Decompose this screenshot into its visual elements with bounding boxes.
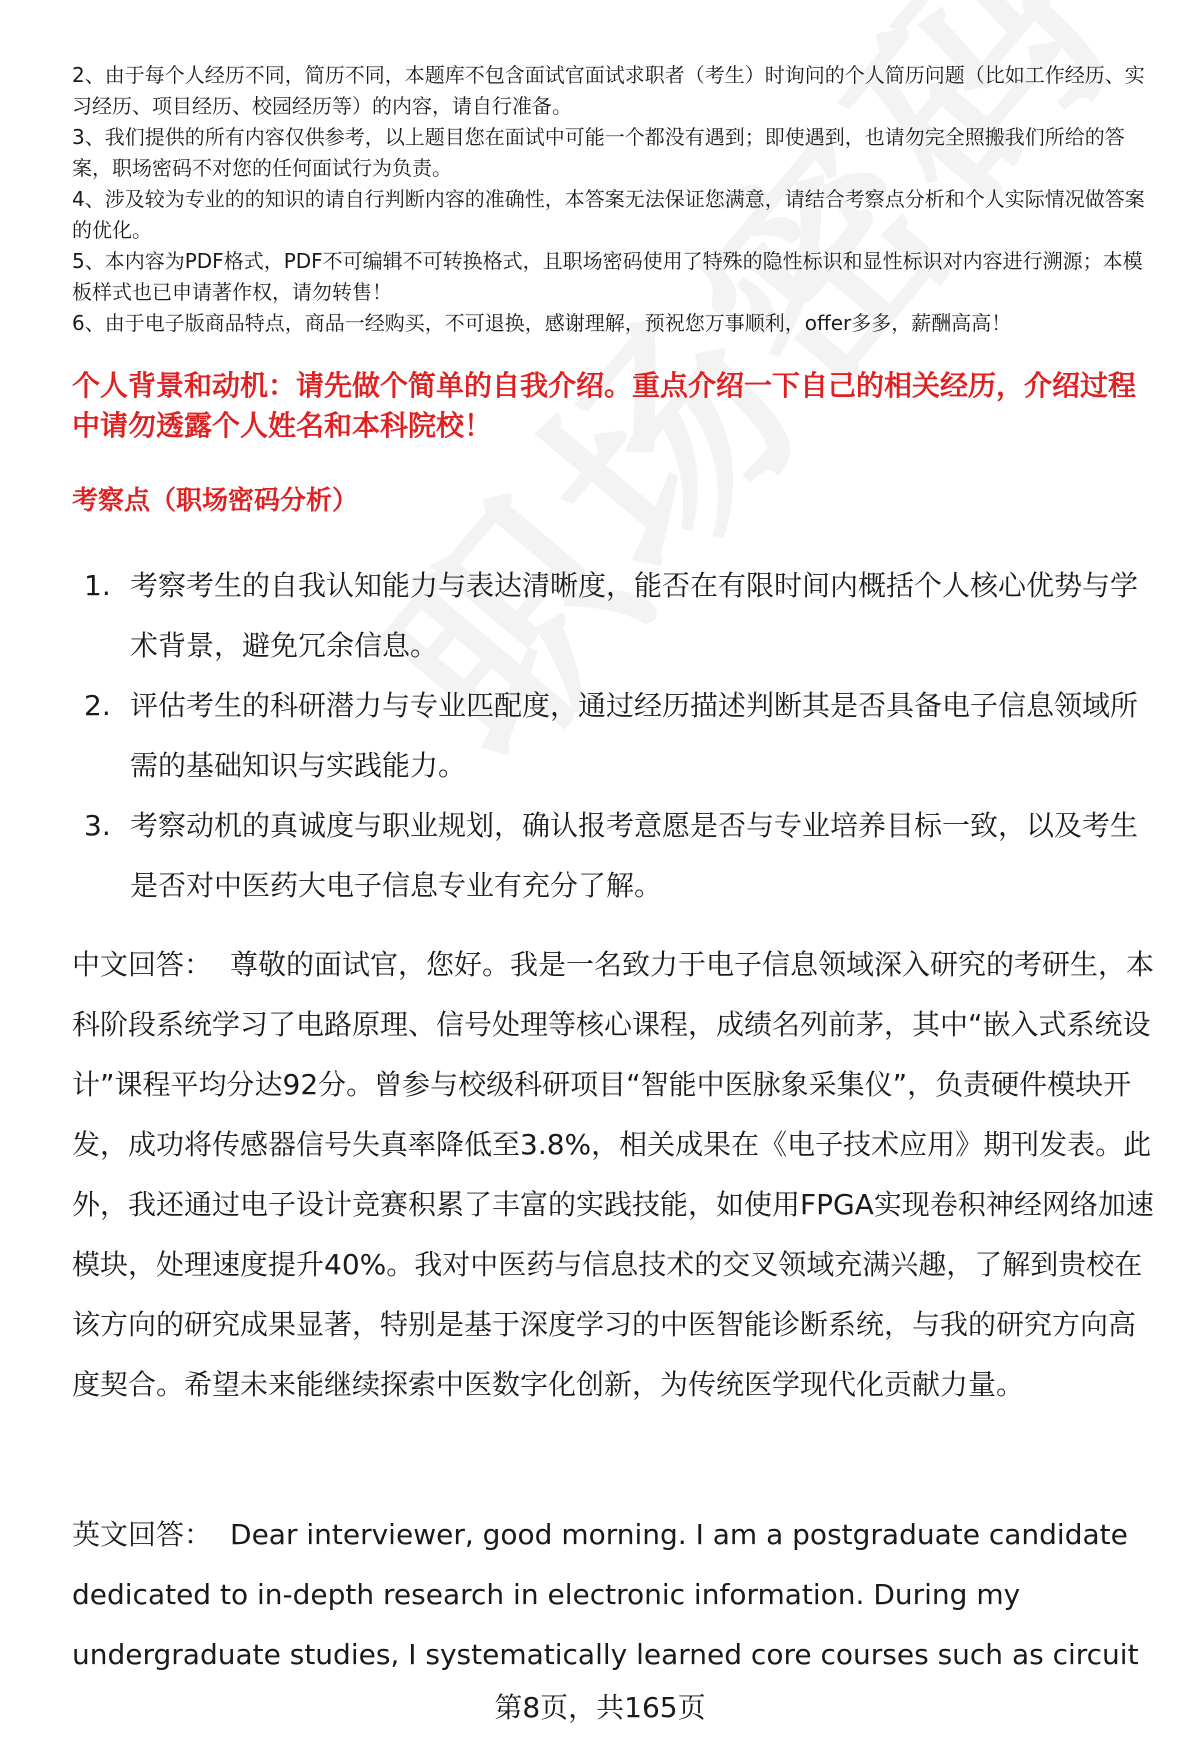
note-item: 2、由于每个人经历不同，简历不同，本题库不包含面试官面试求职者（考生）时询问的个人简历问题（比如工作经历、实习经历、项目经历、校园经历等）的内容，请自行准备。 (72, 63, 1145, 118)
point-text: 考察动机的真诚度与职业规划，确认报考意愿是否与专业培养目标一致，以及考生是否对中医药大电子信息专业有充分了解。 (130, 809, 1139, 902)
note-item: 5、本内容为PDF格式，PDF不可编辑不可转换格式，且职场密码使用了特殊的隐性标识和显性标识对内容进行溯源；本模板样式也已申请著作权，请勿转售！ (72, 249, 1143, 304)
analysis-heading: 考察点（职场密码分析） (72, 486, 359, 516)
notes-list (72, 60, 1162, 339)
page-number: 第8页，共165页 (494, 1691, 706, 1724)
point-number: 3. (84, 809, 111, 842)
note-item: 3、我们提供的所有内容仅供参考，以上题目您在面试中可能一个都没有遇到；即使遇到，也请勿完全照搬我们所给的答案，职场密码不对您的任何面试行为负责。 (72, 125, 1125, 180)
chinese-answer-text: 尊敬的面试官，您好。我是一名致力于电子信息领域深入研究的考研生，本科阶段系统学习了电路原理、信号处理等核心课程，成绩名列前茅，其中“嵌入式系统设计”课程平均分达92分。曾参与校级科研项目“智能中医脉象采集仪”，负责硬件模块开发，成功将传感器信号失真率降低至3.8%，相关成果在《电子技术应用》期刊发表。此外，我还通过电子设计竞赛积累了丰富的实践技能，如使用FPGA实现卷积神经网络加速模块，处理速度提升40%。我对中医药与信息技术的交叉领域充满兴趣，了解到贵校在该方向的研究成果显著，特别是基于深度学习的中医智能诊断系统，与我的研究方向高度契合。希望未来能继续探索中医数字化创新，为传统医学现代化贡献力量。 (72, 948, 1155, 1401)
english-answer-text: Dear interviewer, good morning. I am a postgraduate candidate dedicated to in-depth research in electronic information. During my undergraduate studies, I systematically learned core courses such as circuit (72, 1518, 1139, 1671)
point-number: 1. (84, 569, 111, 602)
point-number: 2. (84, 689, 111, 722)
note-item: 4、涉及较为专业的的知识的请自行判断内容的准确性，本答案无法保证您满意，请结合考察点分析和个人实际情况做答案的优化。 (72, 187, 1145, 242)
english-answer-label: 英文回答： (72, 1518, 213, 1551)
analysis-point (72, 676, 1162, 796)
analysis-points (72, 556, 1162, 916)
point-text: 考察考生的自我认知能力与表达清晰度，能否在有限时间内概括个人核心优势与学术背景，避免冗余信息。 (130, 569, 1139, 662)
english-answer (72, 1505, 1162, 1685)
analysis-point (72, 556, 1162, 676)
point-text: 评估考生的科研潜力与专业匹配度，通过经历描述判断其是否具备电子信息领域所需的基础知识与实践能力。 (130, 689, 1139, 782)
question-title: 个人背景和动机：请先做个简单的自我介绍。重点介绍一下自己的相关经历，介绍过程中请勿透露个人姓名和本科院校！ (72, 369, 1137, 442)
chinese-answer-label: 中文回答： (72, 948, 213, 981)
analysis-point (72, 796, 1162, 916)
chinese-answer (72, 935, 1162, 1415)
note-item: 6、由于电子版商品特点，商品一经购买，不可退换，感谢理解，预祝您万事顺利，offer多多，薪酬高高！ (72, 311, 1012, 335)
